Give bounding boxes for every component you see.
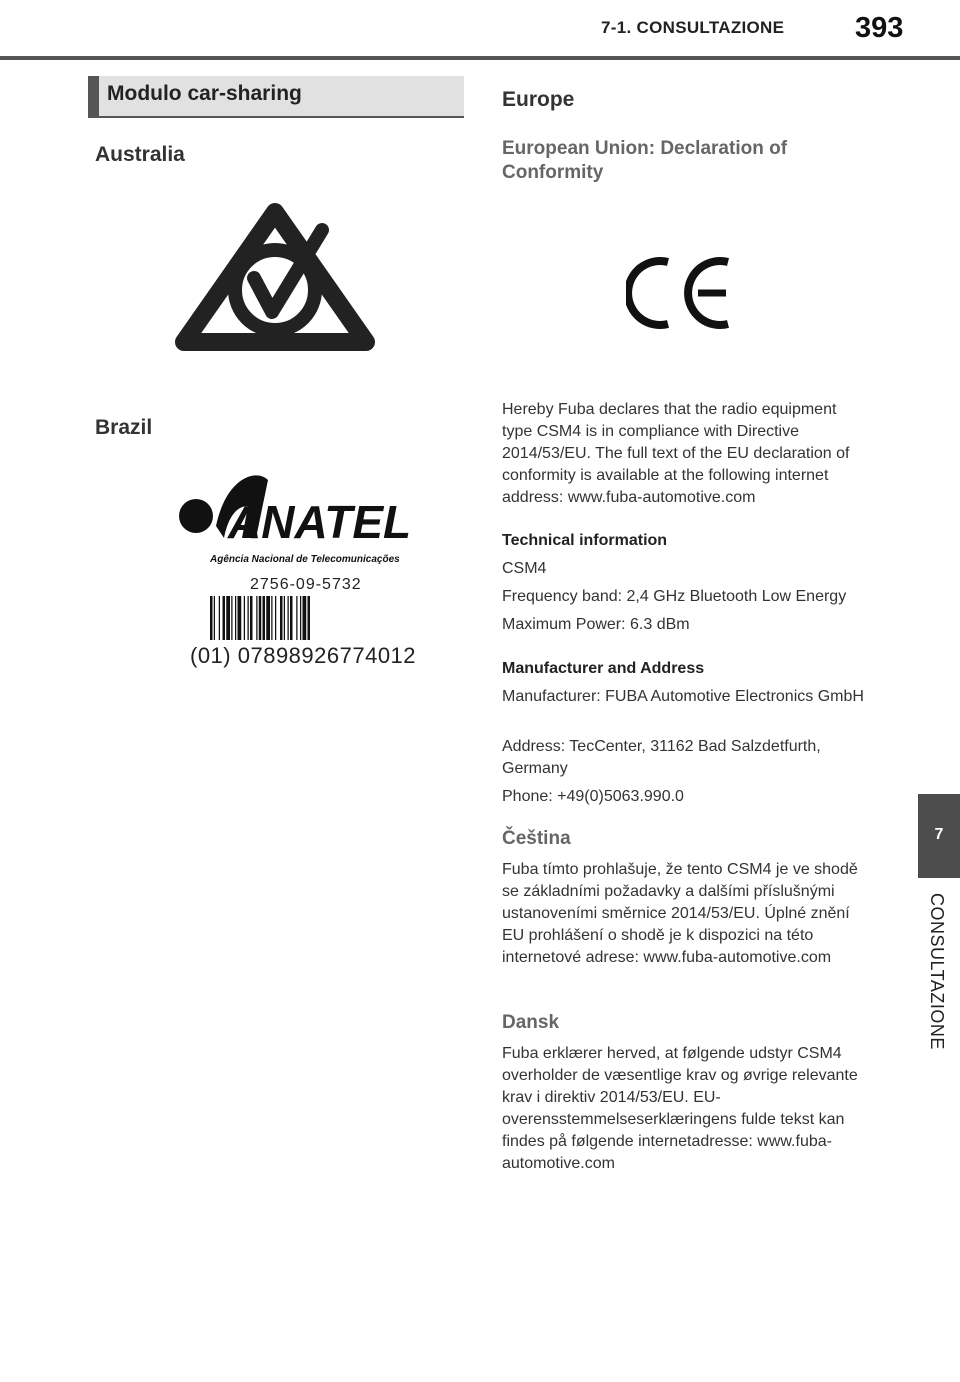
czech-heading: Čeština — [502, 828, 571, 849]
module-title: Modulo car-sharing — [107, 82, 302, 105]
brazil-heading: Brazil — [95, 416, 153, 439]
barcode-number: (01) 07898926774012 — [190, 643, 417, 668]
europe-heading: Europe — [502, 88, 575, 111]
chapter-tab-label: CONSULTAZIONE — [927, 893, 947, 1050]
technical-info-heading: Technical information — [502, 532, 668, 549]
manufacturer-phone: Phone: +49(0)5063.990.0 — [502, 788, 684, 805]
left-column — [88, 76, 464, 118]
danish-paragraph: Fuba erklærer herved, at følgende udstyr CSM4 overholder de væsentlige krav og øvrige relevante krav i direktiv 2014/53/EU. EU-overensstemmelseserklæringens fulde tekst kan findes på følgende internetadresse: www.fuba-automotive.com — [502, 1045, 858, 1172]
module-title-banner — [88, 76, 464, 118]
manufacturer-name: Manufacturer: FUBA Automotive Electronics GmbH — [502, 688, 864, 705]
section-title: 7-1. CONSULTAZIONE — [601, 18, 785, 37]
ce-mark-icon — [626, 254, 734, 332]
anatel-logo — [176, 468, 422, 568]
technical-max-power: Maximum Power: 6.3 dBm — [502, 616, 690, 633]
anatel-agency-text: Agência Nacional de Telecomunicações — [210, 554, 400, 565]
technical-model: CSM4 — [502, 560, 547, 577]
manufacturer-address: Address: TecCenter, 31162 Bad Salzdetfurth, Germany — [502, 738, 821, 777]
chapter-tab-number: 7 — [934, 826, 944, 843]
danish-heading: Dansk — [502, 1012, 560, 1033]
barcode — [210, 596, 392, 640]
technical-frequency-band: Frequency band: 2,4 GHz Bluetooth Low Energy — [502, 588, 847, 605]
anatel-logo-text: ANATEL — [228, 496, 412, 548]
manufacturer-heading: Manufacturer and Address — [502, 660, 705, 677]
eu-declaration-heading: European Union: Declaration of Conformity — [502, 138, 788, 183]
rcm-compliance-mark-icon — [172, 200, 378, 356]
header-divider — [0, 56, 960, 60]
anatel-certificate-code: 2756-09-5732 — [250, 576, 362, 593]
australia-heading: Australia — [95, 143, 185, 166]
czech-paragraph: Fuba tímto prohlašuje, že tento CSM4 je ve shodě se základními požadavky a dalšími příslušnými ustanoveními směrnice 2014/53/EU. Úplné znění EU prohlášení o shodě je k dispozici na této internetové adrese: www.fuba-automotive.com — [502, 861, 858, 966]
page-number: 393 — [855, 12, 904, 44]
declaration-paragraph: Hereby Fuba declares that the radio equipment type CSM4 is in compliance with Directive 2014/53/EU. The full text of the EU declaration of conformity is available at the following internet address: www.fuba-automotive.com — [502, 401, 850, 506]
